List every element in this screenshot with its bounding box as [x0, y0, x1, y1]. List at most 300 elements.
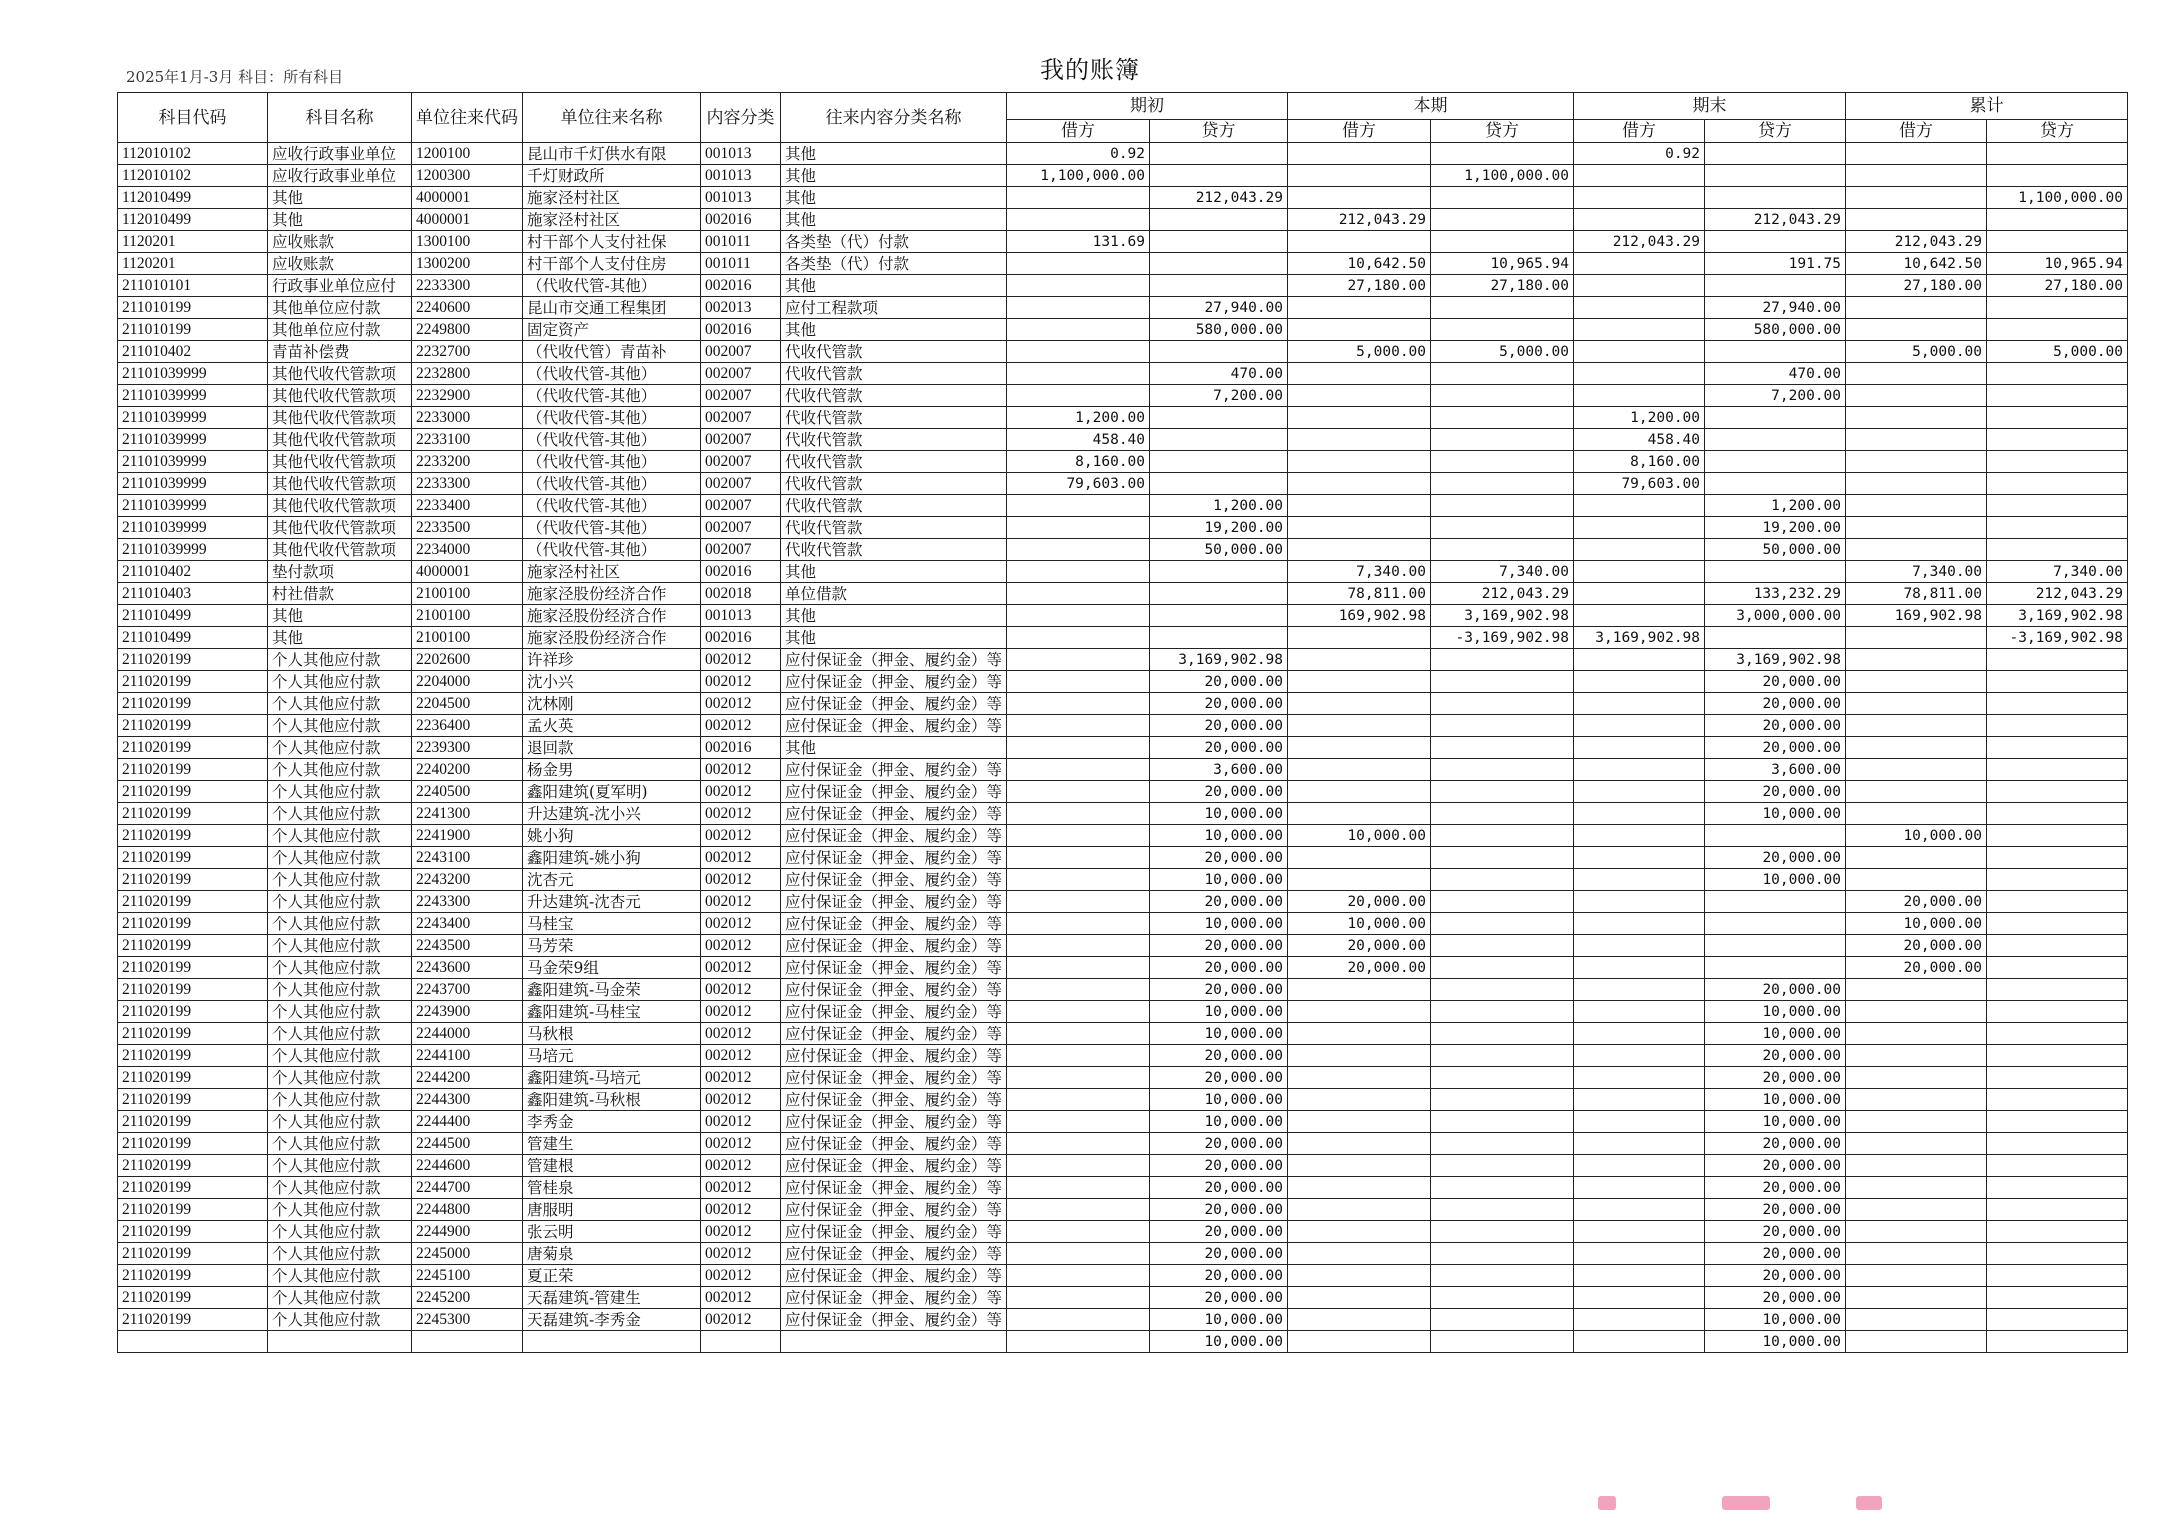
- category-code-cell: 002016: [701, 561, 781, 583]
- table-row: [118, 649, 2128, 671]
- unit-name-cell: 村干部个人支付住房: [523, 253, 701, 275]
- subject-code-cell: 21101039999: [118, 451, 268, 473]
- opening-credit-cell: 470.00: [1150, 363, 1288, 385]
- category-code-cell: 002007: [701, 341, 781, 363]
- closing-credit-cell: [1705, 451, 1846, 473]
- current-credit-cell: [1431, 693, 1574, 715]
- closing-debit-cell: [1574, 583, 1705, 605]
- subject-code-cell: 21101039999: [118, 429, 268, 451]
- opening-credit-cell: [1150, 429, 1288, 451]
- opening-debit-cell: [1007, 1287, 1150, 1309]
- opening-credit-cell: 3,169,902.98: [1150, 649, 1288, 671]
- unit-code-cell: 2240200: [412, 759, 523, 781]
- current-debit-cell: [1288, 539, 1431, 561]
- unit-name-cell: 村干部个人支付社保: [523, 231, 701, 253]
- cumulative-credit-cell: [1987, 539, 2128, 561]
- closing-credit-cell: [1705, 891, 1846, 913]
- cumulative-debit-cell: [1846, 869, 1987, 891]
- category-name-cell: 应付保证金（押金、履约金）等: [781, 1177, 1007, 1199]
- category-code-cell: 001011: [701, 253, 781, 275]
- cumulative-debit-cell: [1846, 407, 1987, 429]
- unit-name-cell: 唐服明: [523, 1199, 701, 1221]
- category-name-cell: 代收代管款: [781, 539, 1007, 561]
- closing-credit-cell: 191.75: [1705, 253, 1846, 275]
- category-name-cell: 应付保证金（押金、履约金）等: [781, 825, 1007, 847]
- closing-debit-cell: [1574, 737, 1705, 759]
- table-row: [118, 693, 2128, 715]
- current-credit-cell: [1431, 1023, 1574, 1045]
- cumulative-debit-cell: [1846, 495, 1987, 517]
- category-name-cell: 应付保证金（押金、履约金）等: [781, 1133, 1007, 1155]
- category-name-cell: 代收代管款: [781, 385, 1007, 407]
- subject-name-cell: 个人其他应付款: [268, 693, 412, 715]
- subject-code-cell: 211010499: [118, 605, 268, 627]
- current-credit-cell: [1431, 671, 1574, 693]
- current-debit-cell: [1288, 1155, 1431, 1177]
- table-row: [118, 1309, 2128, 1331]
- category-name-cell: 应付保证金（押金、履约金）等: [781, 781, 1007, 803]
- category-name-cell: 单位借款: [781, 583, 1007, 605]
- category-name-cell: 其他: [781, 275, 1007, 297]
- closing-debit-cell: [1574, 1133, 1705, 1155]
- closing-debit-cell: 212,043.29: [1574, 231, 1705, 253]
- opening-debit-cell: [1007, 1045, 1150, 1067]
- table-row: [118, 451, 2128, 473]
- unit-name-cell: 鑫阳建筑-马金荣: [523, 979, 701, 1001]
- closing-debit-cell: [1574, 187, 1705, 209]
- current-credit-cell: -3,169,902.98: [1431, 627, 1574, 649]
- category-code-cell: 002012: [701, 1287, 781, 1309]
- unit-code-cell: 2249800: [412, 319, 523, 341]
- subject-code-cell: 21101039999: [118, 363, 268, 385]
- stamp-mark: [1856, 1496, 1882, 1510]
- opening-credit-cell: 10,000.00: [1150, 1111, 1288, 1133]
- category-code-cell: 002016: [701, 209, 781, 231]
- subject-name-cell: 青苗补偿费: [268, 341, 412, 363]
- closing-credit-cell: [1705, 187, 1846, 209]
- cumulative-credit-cell: [1987, 803, 2128, 825]
- category-code-cell: 002016: [701, 627, 781, 649]
- current-debit-cell: [1288, 1287, 1431, 1309]
- closing-debit-cell: [1574, 891, 1705, 913]
- opening-debit-cell: [1007, 517, 1150, 539]
- category-name-cell: 应付保证金（押金、履约金）等: [781, 913, 1007, 935]
- cumulative-credit-cell: [1987, 1089, 2128, 1111]
- category-code-cell: 002012: [701, 715, 781, 737]
- cumulative-debit-cell: [1846, 363, 1987, 385]
- table-row: [118, 847, 2128, 869]
- header-group-current: 本期: [1288, 93, 1574, 120]
- opening-credit-cell: 20,000.00: [1150, 781, 1288, 803]
- unit-name-cell: 鑫阳建筑-马桂宝: [523, 1001, 701, 1023]
- table-row: [118, 913, 2128, 935]
- cumulative-debit-cell: 27,180.00: [1846, 275, 1987, 297]
- closing-debit-cell: [1574, 781, 1705, 803]
- subject-code-cell: 21101039999: [118, 407, 268, 429]
- category-code-cell: [701, 1331, 781, 1353]
- cumulative-credit-cell: [1987, 1243, 2128, 1265]
- subject-code-cell: 1120201: [118, 231, 268, 253]
- current-credit-cell: [1431, 143, 1574, 165]
- subject-code-cell: 211020199: [118, 1309, 268, 1331]
- current-debit-cell: [1288, 319, 1431, 341]
- cumulative-debit-cell: 20,000.00: [1846, 935, 1987, 957]
- closing-debit-cell: [1574, 1045, 1705, 1067]
- current-debit-cell: [1288, 451, 1431, 473]
- current-debit-cell: 20,000.00: [1288, 891, 1431, 913]
- unit-code-cell: 2244400: [412, 1111, 523, 1133]
- subject-code-cell: 211020199: [118, 671, 268, 693]
- cumulative-credit-cell: [1987, 407, 2128, 429]
- unit-code-cell: 2233200: [412, 451, 523, 473]
- cumulative-credit-cell: [1987, 825, 2128, 847]
- opening-credit-cell: [1150, 165, 1288, 187]
- unit-name-cell: 马秋根: [523, 1023, 701, 1045]
- opening-debit-cell: [1007, 385, 1150, 407]
- current-debit-cell: [1288, 869, 1431, 891]
- current-credit-cell: [1431, 187, 1574, 209]
- table-row: [118, 341, 2128, 363]
- subject-name-cell: 其他代收代管款项: [268, 517, 412, 539]
- current-credit-cell: [1431, 407, 1574, 429]
- unit-code-cell: 2202600: [412, 649, 523, 671]
- cumulative-debit-cell: [1846, 165, 1987, 187]
- opening-debit-cell: [1007, 847, 1150, 869]
- cumulative-debit-cell: [1846, 979, 1987, 1001]
- cumulative-debit-cell: [1846, 1265, 1987, 1287]
- current-debit-cell: [1288, 1243, 1431, 1265]
- category-code-cell: 002012: [701, 825, 781, 847]
- closing-debit-cell: [1574, 847, 1705, 869]
- closing-credit-cell: 20,000.00: [1705, 1199, 1846, 1221]
- opening-debit-cell: [1007, 825, 1150, 847]
- current-credit-cell: [1431, 363, 1574, 385]
- closing-credit-cell: [1705, 473, 1846, 495]
- table-row: [118, 517, 2128, 539]
- closing-credit-cell: 20,000.00: [1705, 1133, 1846, 1155]
- cumulative-debit-cell: 20,000.00: [1846, 957, 1987, 979]
- unit-code-cell: 2244900: [412, 1221, 523, 1243]
- opening-debit-cell: [1007, 1001, 1150, 1023]
- opening-credit-cell: 20,000.00: [1150, 1287, 1288, 1309]
- opening-debit-cell: [1007, 1089, 1150, 1111]
- table-row: [118, 385, 2128, 407]
- header-debit: 借方: [1574, 120, 1705, 143]
- unit-code-cell: 4000001: [412, 187, 523, 209]
- opening-credit-cell: 20,000.00: [1150, 1133, 1288, 1155]
- current-credit-cell: [1431, 869, 1574, 891]
- header-credit: 贷方: [1987, 120, 2128, 143]
- opening-credit-cell: 10,000.00: [1150, 913, 1288, 935]
- unit-name-cell: （代收代管-其他）: [523, 429, 701, 451]
- category-code-cell: 002012: [701, 1155, 781, 1177]
- category-name-cell: 其他: [781, 209, 1007, 231]
- cumulative-credit-cell: [1987, 473, 2128, 495]
- header-credit: 贷方: [1150, 120, 1288, 143]
- unit-name-cell: 固定资产: [523, 319, 701, 341]
- subject-code-cell: 211020199: [118, 1221, 268, 1243]
- current-credit-cell: [1431, 847, 1574, 869]
- cumulative-debit-cell: [1846, 1155, 1987, 1177]
- table-row: [118, 1265, 2128, 1287]
- cumulative-debit-cell: 20,000.00: [1846, 891, 1987, 913]
- cumulative-credit-cell: [1987, 143, 2128, 165]
- subject-name-cell: 个人其他应付款: [268, 1199, 412, 1221]
- category-name-cell: 其他: [781, 165, 1007, 187]
- cumulative-credit-cell: [1987, 1133, 2128, 1155]
- category-code-cell: 002016: [701, 737, 781, 759]
- opening-credit-cell: 10,000.00: [1150, 1001, 1288, 1023]
- category-code-cell: 002012: [701, 1243, 781, 1265]
- closing-credit-cell: 10,000.00: [1705, 803, 1846, 825]
- cumulative-debit-cell: [1846, 715, 1987, 737]
- opening-credit-cell: 7,200.00: [1150, 385, 1288, 407]
- closing-debit-cell: [1574, 253, 1705, 275]
- closing-credit-cell: 20,000.00: [1705, 979, 1846, 1001]
- unit-code-cell: 1200100: [412, 143, 523, 165]
- subject-name-cell: 个人其他应付款: [268, 869, 412, 891]
- subject-code-cell: 211020199: [118, 1199, 268, 1221]
- opening-debit-cell: [1007, 935, 1150, 957]
- category-name-cell: 各类垫（代）付款: [781, 231, 1007, 253]
- subject-name-cell: 其他单位应付款: [268, 297, 412, 319]
- current-credit-cell: [1431, 1067, 1574, 1089]
- subject-name-cell: 其他单位应付款: [268, 319, 412, 341]
- unit-name-cell: 鑫阳建筑-马秋根: [523, 1089, 701, 1111]
- current-credit-cell: [1431, 1045, 1574, 1067]
- opening-debit-cell: [1007, 583, 1150, 605]
- unit-name-cell: 马芳荣: [523, 935, 701, 957]
- subject-name-cell: 个人其他应付款: [268, 1111, 412, 1133]
- category-name-cell: 其他: [781, 187, 1007, 209]
- category-code-cell: 002007: [701, 407, 781, 429]
- table-row: [118, 187, 2128, 209]
- table-row: [118, 297, 2128, 319]
- opening-debit-cell: [1007, 759, 1150, 781]
- subject-name-cell: 应收账款: [268, 253, 412, 275]
- unit-code-cell: 2241900: [412, 825, 523, 847]
- opening-credit-cell: [1150, 473, 1288, 495]
- closing-credit-cell: 10,000.00: [1705, 1023, 1846, 1045]
- header-category-code: 内容分类: [701, 93, 781, 143]
- current-credit-cell: [1431, 913, 1574, 935]
- closing-credit-cell: 20,000.00: [1705, 693, 1846, 715]
- closing-debit-cell: [1574, 275, 1705, 297]
- unit-name-cell: 昆山市交通工程集团: [523, 297, 701, 319]
- subject-code-cell: 211020199: [118, 693, 268, 715]
- closing-debit-cell: [1574, 539, 1705, 561]
- opening-debit-cell: 1,200.00: [1007, 407, 1150, 429]
- current-debit-cell: [1288, 231, 1431, 253]
- current-debit-cell: [1288, 165, 1431, 187]
- cumulative-credit-cell: [1987, 1111, 2128, 1133]
- unit-code-cell: 2100100: [412, 583, 523, 605]
- current-credit-cell: [1431, 385, 1574, 407]
- subject-name-cell: 其他代收代管款项: [268, 363, 412, 385]
- cumulative-debit-cell: [1846, 1199, 1987, 1221]
- subject-name-cell: 村社借款: [268, 583, 412, 605]
- unit-code-cell: 1300200: [412, 253, 523, 275]
- unit-name-cell: （代收代管-其他）: [523, 407, 701, 429]
- current-debit-cell: [1288, 1067, 1431, 1089]
- table-row: [118, 781, 2128, 803]
- cumulative-credit-cell: 5,000.00: [1987, 341, 2128, 363]
- category-code-cell: 002012: [701, 693, 781, 715]
- cumulative-credit-cell: [1987, 1045, 2128, 1067]
- closing-credit-cell: [1705, 627, 1846, 649]
- subject-code-cell: 211020199: [118, 979, 268, 1001]
- current-debit-cell: [1288, 715, 1431, 737]
- opening-credit-cell: 20,000.00: [1150, 979, 1288, 1001]
- opening-credit-cell: [1150, 253, 1288, 275]
- current-credit-cell: [1431, 715, 1574, 737]
- opening-debit-cell: [1007, 869, 1150, 891]
- closing-debit-cell: [1574, 671, 1705, 693]
- category-name-cell: 应付保证金（押金、履约金）等: [781, 715, 1007, 737]
- period-filter-label: 2025年1月-3月 科目：所有科目: [126, 68, 344, 86]
- table-row: [118, 209, 2128, 231]
- cumulative-debit-cell: [1846, 737, 1987, 759]
- opening-credit-cell: 20,000.00: [1150, 1067, 1288, 1089]
- closing-debit-cell: [1574, 715, 1705, 737]
- closing-debit-cell: [1574, 605, 1705, 627]
- category-name-cell: 代收代管款: [781, 517, 1007, 539]
- category-name-cell: 应付保证金（押金、履约金）等: [781, 671, 1007, 693]
- subject-code-cell: 21101039999: [118, 473, 268, 495]
- current-debit-cell: [1288, 1045, 1431, 1067]
- subject-name-cell: 个人其他应付款: [268, 825, 412, 847]
- subject-name-cell: 个人其他应付款: [268, 1089, 412, 1111]
- cumulative-credit-cell: [1987, 165, 2128, 187]
- subject-name-cell: 个人其他应付款: [268, 847, 412, 869]
- table-row: [118, 319, 2128, 341]
- category-name-cell: 应付保证金（押金、履约金）等: [781, 869, 1007, 891]
- category-code-cell: 002012: [701, 759, 781, 781]
- unit-name-cell: 沈小兴: [523, 671, 701, 693]
- opening-debit-cell: [1007, 1111, 1150, 1133]
- opening-credit-cell: 3,600.00: [1150, 759, 1288, 781]
- stamp-mark: [1598, 1496, 1616, 1510]
- category-code-cell: 001013: [701, 165, 781, 187]
- table-row: [118, 143, 2128, 165]
- subject-name-cell: 个人其他应付款: [268, 1067, 412, 1089]
- closing-credit-cell: 10,000.00: [1705, 1001, 1846, 1023]
- cumulative-credit-cell: [1987, 231, 2128, 253]
- opening-credit-cell: 10,000.00: [1150, 1089, 1288, 1111]
- current-credit-cell: [1431, 209, 1574, 231]
- closing-credit-cell: 3,000,000.00: [1705, 605, 1846, 627]
- subject-code-cell: 211020199: [118, 869, 268, 891]
- category-code-cell: 002012: [701, 1265, 781, 1287]
- current-credit-cell: [1431, 429, 1574, 451]
- current-credit-cell: [1431, 1221, 1574, 1243]
- cumulative-debit-cell: [1846, 1089, 1987, 1111]
- cumulative-debit-cell: [1846, 1309, 1987, 1331]
- cumulative-credit-cell: 10,965.94: [1987, 253, 2128, 275]
- unit-name-cell: 鑫阳建筑(夏军明): [523, 781, 701, 803]
- unit-code-cell: 2233000: [412, 407, 523, 429]
- current-credit-cell: [1431, 803, 1574, 825]
- closing-debit-cell: [1574, 1001, 1705, 1023]
- unit-name-cell: 施家泾村社区: [523, 561, 701, 583]
- closing-debit-cell: [1574, 1243, 1705, 1265]
- unit-name-cell: 昆山市千灯供水有限: [523, 143, 701, 165]
- table-row: [118, 1177, 2128, 1199]
- category-code-cell: 002012: [701, 979, 781, 1001]
- subject-code-cell: 112010102: [118, 165, 268, 187]
- stamp-mark: [1722, 1496, 1770, 1510]
- opening-credit-cell: 20,000.00: [1150, 847, 1288, 869]
- closing-debit-cell: [1574, 1111, 1705, 1133]
- current-credit-cell: [1431, 473, 1574, 495]
- unit-code-cell: 2243300: [412, 891, 523, 913]
- unit-code-cell: 2204000: [412, 671, 523, 693]
- subject-name-cell: 其他代收代管款项: [268, 407, 412, 429]
- closing-credit-cell: [1705, 341, 1846, 363]
- unit-code-cell: 2243400: [412, 913, 523, 935]
- closing-debit-cell: [1574, 495, 1705, 517]
- unit-code-cell: 2244500: [412, 1133, 523, 1155]
- cumulative-debit-cell: [1846, 319, 1987, 341]
- cumulative-credit-cell: [1987, 759, 2128, 781]
- cumulative-credit-cell: [1987, 363, 2128, 385]
- current-credit-cell: 5,000.00: [1431, 341, 1574, 363]
- current-credit-cell: [1431, 649, 1574, 671]
- subject-code-cell: 21101039999: [118, 495, 268, 517]
- unit-name-cell: 退回款: [523, 737, 701, 759]
- closing-debit-cell: [1574, 1287, 1705, 1309]
- cumulative-credit-cell: [1987, 209, 2128, 231]
- current-credit-cell: [1431, 1309, 1574, 1331]
- closing-credit-cell: 20,000.00: [1705, 781, 1846, 803]
- header-debit: 借方: [1846, 120, 1987, 143]
- cumulative-debit-cell: [1846, 451, 1987, 473]
- cumulative-credit-cell: [1987, 1221, 2128, 1243]
- unit-code-cell: 2244200: [412, 1067, 523, 1089]
- cumulative-credit-cell: [1987, 429, 2128, 451]
- unit-name-cell: 天磊建筑-李秀金: [523, 1309, 701, 1331]
- opening-credit-cell: 20,000.00: [1150, 671, 1288, 693]
- current-credit-cell: 27,180.00: [1431, 275, 1574, 297]
- subject-code-cell: 211010402: [118, 561, 268, 583]
- closing-credit-cell: [1705, 913, 1846, 935]
- cumulative-credit-cell: [1987, 935, 2128, 957]
- closing-credit-cell: [1705, 231, 1846, 253]
- unit-code-cell: 2245100: [412, 1265, 523, 1287]
- unit-code-cell: 2244000: [412, 1023, 523, 1045]
- closing-debit-cell: [1574, 1177, 1705, 1199]
- subject-name-cell: 其他: [268, 627, 412, 649]
- subject-name-cell: 个人其他应付款: [268, 1177, 412, 1199]
- unit-name-cell: 马金荣9组: [523, 957, 701, 979]
- current-debit-cell: [1288, 1265, 1431, 1287]
- category-name-cell: 代收代管款: [781, 363, 1007, 385]
- opening-credit-cell: 20,000.00: [1150, 1243, 1288, 1265]
- category-code-cell: 002012: [701, 957, 781, 979]
- current-debit-cell: [1288, 1331, 1431, 1353]
- closing-credit-cell: 1,200.00: [1705, 495, 1846, 517]
- closing-credit-cell: 3,600.00: [1705, 759, 1846, 781]
- closing-debit-cell: 8,160.00: [1574, 451, 1705, 473]
- subject-code-cell: 112010102: [118, 143, 268, 165]
- table-row: [118, 231, 2128, 253]
- category-name-cell: 应付保证金（押金、履约金）等: [781, 1045, 1007, 1067]
- subject-code-cell: 211020199: [118, 781, 268, 803]
- closing-credit-cell: 580,000.00: [1705, 319, 1846, 341]
- unit-code-cell: 2233400: [412, 495, 523, 517]
- closing-credit-cell: 10,000.00: [1705, 1089, 1846, 1111]
- table-row: [118, 759, 2128, 781]
